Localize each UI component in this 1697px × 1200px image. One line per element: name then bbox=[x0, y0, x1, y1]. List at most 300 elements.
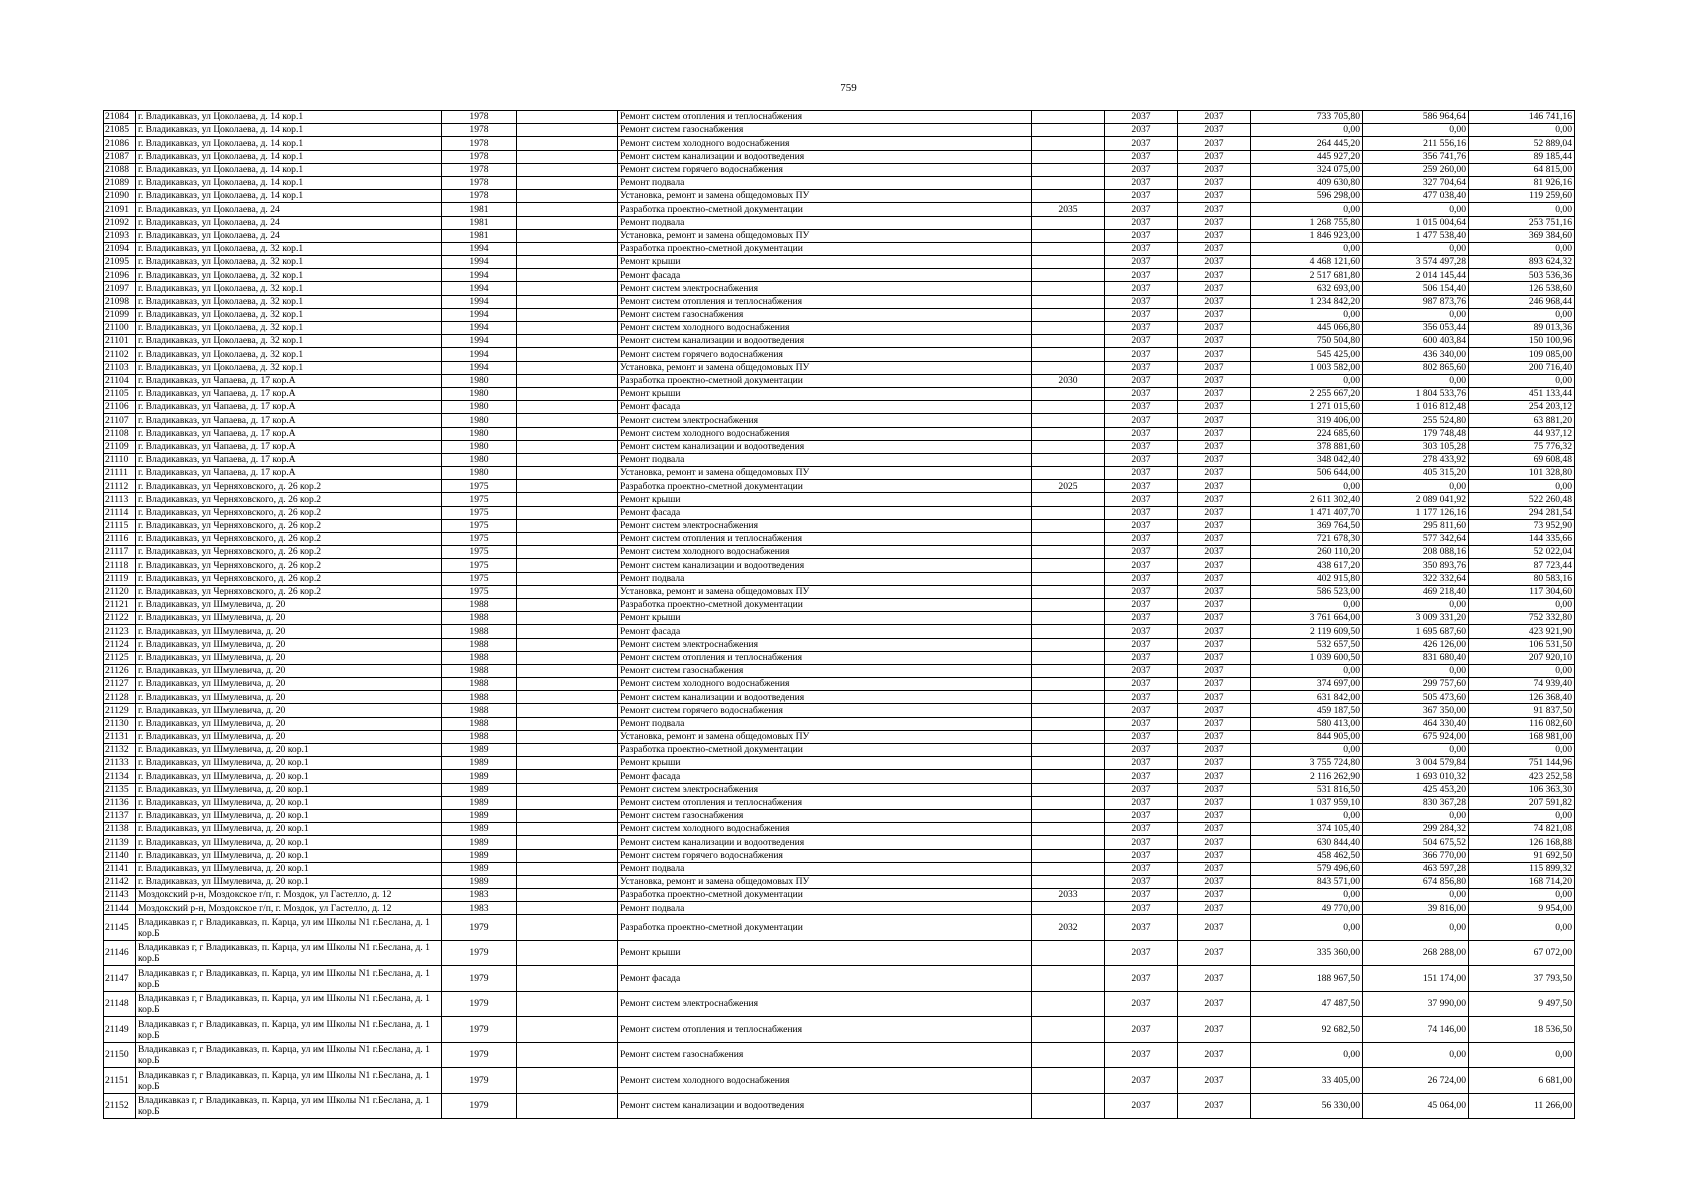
work-type-cell: Установка, ремонт и замена общедомовых ПУ bbox=[618, 190, 1032, 203]
design-year-cell bbox=[1032, 493, 1105, 506]
owners-cost-cell: 74 939,40 bbox=[1469, 678, 1575, 691]
table-row bbox=[104, 902, 1575, 915]
row-number: 21129 bbox=[104, 704, 136, 717]
table-row bbox=[104, 1068, 1575, 1094]
build-year-cell: 1980 bbox=[442, 453, 517, 466]
design-year-cell bbox=[1032, 506, 1105, 519]
design-year-cell bbox=[1032, 744, 1105, 757]
plan-year-start-cell: 2037 bbox=[1105, 533, 1178, 546]
design-year-cell bbox=[1032, 427, 1105, 440]
build-year-cell: 1989 bbox=[442, 862, 517, 875]
owners-cost-cell: 52 889,04 bbox=[1469, 137, 1575, 150]
address-cell: г. Владикавказ, ул Шмулевича, д. 20 кор.1 bbox=[136, 744, 442, 757]
build-year-cell: 1989 bbox=[442, 875, 517, 888]
build-year-cell: 1994 bbox=[442, 361, 517, 374]
design-year-cell bbox=[1032, 414, 1105, 427]
work-type-cell: Ремонт систем канализации и водоотведения bbox=[618, 836, 1032, 849]
row-number: 21094 bbox=[104, 242, 136, 255]
plan-year-start-cell: 2037 bbox=[1105, 546, 1178, 559]
address-cell: г. Владикавказ, ул Чапаева, д. 17 кор.А bbox=[136, 387, 442, 400]
address-cell: г. Владикавказ, ул Шмулевича, д. 20 bbox=[136, 664, 442, 677]
row-number: 21118 bbox=[104, 559, 136, 572]
row-number: 21126 bbox=[104, 664, 136, 677]
work-type-cell: Разработка проектно-сметной документации bbox=[618, 889, 1032, 902]
build-year-cell: 1989 bbox=[442, 836, 517, 849]
work-type-cell: Ремонт систем электроснабжения bbox=[618, 282, 1032, 295]
plan-year-start-cell: 2037 bbox=[1105, 401, 1178, 414]
owners-cost-cell: 0,00 bbox=[1469, 915, 1575, 941]
table-row bbox=[104, 163, 1575, 176]
address-cell: г. Владикавказ, ул Шмулевича, д. 20 bbox=[136, 638, 442, 651]
build-year-cell: 1989 bbox=[442, 783, 517, 796]
build-year-cell: 1989 bbox=[442, 823, 517, 836]
table-row bbox=[104, 295, 1575, 308]
design-year-cell bbox=[1032, 111, 1105, 124]
address-cell: г. Владикавказ, ул Черняховского, д. 26 кор.2 bbox=[136, 533, 442, 546]
empty-cell bbox=[517, 598, 618, 611]
plan-year-end-cell: 2037 bbox=[1178, 335, 1251, 348]
table-row bbox=[104, 176, 1575, 189]
work-type-cell: Разработка проектно-сметной документации bbox=[618, 242, 1032, 255]
design-year-cell bbox=[1032, 282, 1105, 295]
plan-year-end-cell: 2037 bbox=[1178, 875, 1251, 888]
table-row bbox=[104, 691, 1575, 704]
address-cell: г. Владикавказ, ул Шмулевича, д. 20 кор.1 bbox=[136, 823, 442, 836]
work-type-cell: Ремонт систем горячего водоснабжения bbox=[618, 348, 1032, 361]
plan-year-end-cell: 2037 bbox=[1178, 704, 1251, 717]
address-cell: г. Владикавказ, ул Шмулевича, д. 20 кор.1 bbox=[136, 875, 442, 888]
table-row bbox=[104, 480, 1575, 493]
fund-cost-cell: 0,00 bbox=[1363, 889, 1469, 902]
table-row bbox=[104, 559, 1575, 572]
owners-cost-cell: 0,00 bbox=[1469, 480, 1575, 493]
empty-cell bbox=[517, 966, 618, 992]
address-cell: г. Владикавказ, ул Шмулевича, д. 20 bbox=[136, 730, 442, 743]
total-cost-cell: 2 611 302,40 bbox=[1251, 493, 1363, 506]
owners-cost-cell: 0,00 bbox=[1469, 308, 1575, 321]
owners-cost-cell: 423 252,58 bbox=[1469, 770, 1575, 783]
address-cell: г. Владикавказ, ул Чапаева, д. 17 кор.А bbox=[136, 467, 442, 480]
empty-cell bbox=[517, 744, 618, 757]
fund-cost-cell: 255 524,80 bbox=[1363, 414, 1469, 427]
plan-year-start-cell: 2037 bbox=[1105, 414, 1178, 427]
design-year-cell bbox=[1032, 823, 1105, 836]
fund-cost-cell: 37 990,00 bbox=[1363, 991, 1469, 1017]
build-year-cell: 1978 bbox=[442, 163, 517, 176]
row-number: 21097 bbox=[104, 282, 136, 295]
empty-cell bbox=[517, 638, 618, 651]
table-row bbox=[104, 940, 1575, 966]
total-cost-cell: 324 075,00 bbox=[1251, 163, 1363, 176]
plan-year-start-cell: 2037 bbox=[1105, 519, 1178, 532]
total-cost-cell: 47 487,50 bbox=[1251, 991, 1363, 1017]
empty-cell bbox=[517, 374, 618, 387]
owners-cost-cell: 144 335,66 bbox=[1469, 533, 1575, 546]
total-cost-cell: 531 816,50 bbox=[1251, 783, 1363, 796]
empty-cell bbox=[517, 889, 618, 902]
address-cell: г. Владикавказ, ул Шмулевича, д. 20 кор.1 bbox=[136, 770, 442, 783]
owners-cost-cell: 126 168,88 bbox=[1469, 836, 1575, 849]
table-row bbox=[104, 796, 1575, 809]
empty-cell bbox=[517, 559, 618, 572]
fund-cost-cell: 0,00 bbox=[1363, 480, 1469, 493]
plan-year-end-cell: 2037 bbox=[1178, 823, 1251, 836]
table-row bbox=[104, 203, 1575, 216]
empty-cell bbox=[517, 902, 618, 915]
empty-cell bbox=[517, 691, 618, 704]
empty-cell bbox=[517, 111, 618, 124]
total-cost-cell: 92 682,50 bbox=[1251, 1017, 1363, 1043]
row-number: 21085 bbox=[104, 124, 136, 137]
address-cell: г. Владикавказ, ул Цоколаева, д. 32 кор.1 bbox=[136, 308, 442, 321]
fund-cost-cell: 802 865,60 bbox=[1363, 361, 1469, 374]
build-year-cell: 1988 bbox=[442, 691, 517, 704]
design-year-cell bbox=[1032, 875, 1105, 888]
owners-cost-cell: 64 815,00 bbox=[1469, 163, 1575, 176]
design-year-cell bbox=[1032, 348, 1105, 361]
total-cost-cell: 56 330,00 bbox=[1251, 1093, 1363, 1119]
empty-cell bbox=[517, 796, 618, 809]
fund-cost-cell: 0,00 bbox=[1363, 242, 1469, 255]
empty-cell bbox=[517, 546, 618, 559]
table-row bbox=[104, 770, 1575, 783]
owners-cost-cell: 69 608,48 bbox=[1469, 453, 1575, 466]
build-year-cell: 1979 bbox=[442, 966, 517, 992]
build-year-cell: 1994 bbox=[442, 269, 517, 282]
plan-year-end-cell: 2037 bbox=[1178, 757, 1251, 770]
build-year-cell: 1994 bbox=[442, 335, 517, 348]
design-year-cell bbox=[1032, 598, 1105, 611]
owners-cost-cell: 106 363,30 bbox=[1469, 783, 1575, 796]
fund-cost-cell: 0,00 bbox=[1363, 744, 1469, 757]
table-row bbox=[104, 361, 1575, 374]
design-year-cell bbox=[1032, 150, 1105, 163]
table-row bbox=[104, 150, 1575, 163]
total-cost-cell: 843 571,00 bbox=[1251, 875, 1363, 888]
plan-year-start-cell: 2037 bbox=[1105, 467, 1178, 480]
total-cost-cell: 2 116 262,90 bbox=[1251, 770, 1363, 783]
address-cell: г. Владикавказ, ул Шмулевича, д. 20 кор.1 bbox=[136, 836, 442, 849]
table-row bbox=[104, 137, 1575, 150]
design-year-cell bbox=[1032, 991, 1105, 1017]
plan-year-end-cell: 2037 bbox=[1178, 744, 1251, 757]
row-number: 21109 bbox=[104, 440, 136, 453]
row-number: 21146 bbox=[104, 940, 136, 966]
total-cost-cell: 445 066,80 bbox=[1251, 322, 1363, 335]
plan-year-end-cell: 2037 bbox=[1178, 533, 1251, 546]
total-cost-cell: 631 842,00 bbox=[1251, 691, 1363, 704]
work-type-cell: Ремонт подвала bbox=[618, 862, 1032, 875]
fund-cost-cell: 586 964,64 bbox=[1363, 111, 1469, 124]
fund-cost-cell: 577 342,64 bbox=[1363, 533, 1469, 546]
plan-year-start-cell: 2037 bbox=[1105, 295, 1178, 308]
work-type-cell: Ремонт крыши bbox=[618, 493, 1032, 506]
table-row bbox=[104, 638, 1575, 651]
address-cell: г. Владикавказ, ул Черняховского, д. 26 кор.2 bbox=[136, 572, 442, 585]
table-row bbox=[104, 440, 1575, 453]
design-year-cell bbox=[1032, 229, 1105, 242]
plan-year-start-cell: 2037 bbox=[1105, 137, 1178, 150]
table-row bbox=[104, 506, 1575, 519]
owners-cost-cell: 254 203,12 bbox=[1469, 401, 1575, 414]
plan-year-end-cell: 2037 bbox=[1178, 638, 1251, 651]
plan-year-start-cell: 2037 bbox=[1105, 730, 1178, 743]
empty-cell bbox=[517, 717, 618, 730]
address-cell: г. Владикавказ, ул Чапаева, д. 17 кор.А bbox=[136, 427, 442, 440]
build-year-cell: 1988 bbox=[442, 704, 517, 717]
total-cost-cell: 438 617,20 bbox=[1251, 559, 1363, 572]
total-cost-cell: 319 406,00 bbox=[1251, 414, 1363, 427]
total-cost-cell: 0,00 bbox=[1251, 374, 1363, 387]
design-year-cell bbox=[1032, 176, 1105, 189]
plan-year-start-cell: 2037 bbox=[1105, 493, 1178, 506]
empty-cell bbox=[517, 216, 618, 229]
address-cell: Владикавказ г, г Владикавказ, п. Карца, ул им Школы N1 г.Беслана, д. 1 кор.Б bbox=[136, 966, 442, 992]
work-type-cell: Разработка проектно-сметной документации bbox=[618, 915, 1032, 941]
address-cell: г. Владикавказ, ул Цоколаева, д. 14 кор.1 bbox=[136, 124, 442, 137]
row-number: 21115 bbox=[104, 519, 136, 532]
fund-cost-cell: 477 038,40 bbox=[1363, 190, 1469, 203]
total-cost-cell: 33 405,00 bbox=[1251, 1068, 1363, 1094]
design-year-cell bbox=[1032, 770, 1105, 783]
fund-cost-cell: 0,00 bbox=[1363, 203, 1469, 216]
plan-year-start-cell: 2037 bbox=[1105, 111, 1178, 124]
work-type-cell: Ремонт систем канализации и водоотведения bbox=[618, 335, 1032, 348]
empty-cell bbox=[517, 137, 618, 150]
plan-year-end-cell: 2037 bbox=[1178, 730, 1251, 743]
work-type-cell: Ремонт систем электроснабжения bbox=[618, 638, 1032, 651]
plan-year-end-cell: 2037 bbox=[1178, 506, 1251, 519]
row-number: 21120 bbox=[104, 585, 136, 598]
row-number: 21087 bbox=[104, 150, 136, 163]
owners-cost-cell: 168 981,00 bbox=[1469, 730, 1575, 743]
work-type-cell: Ремонт систем электроснабжения bbox=[618, 783, 1032, 796]
fund-cost-cell: 366 770,00 bbox=[1363, 849, 1469, 862]
owners-cost-cell: 0,00 bbox=[1469, 374, 1575, 387]
build-year-cell: 1979 bbox=[442, 1017, 517, 1043]
work-type-cell: Установка, ремонт и замена общедомовых ПУ bbox=[618, 875, 1032, 888]
table-row bbox=[104, 519, 1575, 532]
empty-cell bbox=[517, 335, 618, 348]
table-row bbox=[104, 414, 1575, 427]
address-cell: г. Владикавказ, ул Чапаева, д. 17 кор.А bbox=[136, 453, 442, 466]
plan-year-start-cell: 2037 bbox=[1105, 427, 1178, 440]
plan-year-start-cell: 2037 bbox=[1105, 229, 1178, 242]
plan-year-start-cell: 2037 bbox=[1105, 836, 1178, 849]
plan-year-end-cell: 2037 bbox=[1178, 163, 1251, 176]
empty-cell bbox=[517, 836, 618, 849]
row-number: 21136 bbox=[104, 796, 136, 809]
total-cost-cell: 580 413,00 bbox=[1251, 717, 1363, 730]
row-number: 21100 bbox=[104, 322, 136, 335]
address-cell: г. Владикавказ, ул Шмулевича, д. 20 bbox=[136, 612, 442, 625]
build-year-cell: 1989 bbox=[442, 849, 517, 862]
table-row bbox=[104, 190, 1575, 203]
row-number: 21112 bbox=[104, 480, 136, 493]
empty-cell bbox=[517, 849, 618, 862]
plan-year-end-cell: 2037 bbox=[1178, 1068, 1251, 1094]
address-cell: г. Владикавказ, ул Шмулевича, д. 20 bbox=[136, 717, 442, 730]
build-year-cell: 1975 bbox=[442, 546, 517, 559]
empty-cell bbox=[517, 176, 618, 189]
plan-year-end-cell: 2037 bbox=[1178, 862, 1251, 875]
build-year-cell: 1988 bbox=[442, 678, 517, 691]
empty-cell bbox=[517, 242, 618, 255]
plan-year-end-cell: 2037 bbox=[1178, 940, 1251, 966]
table-row bbox=[104, 124, 1575, 137]
empty-cell bbox=[517, 506, 618, 519]
build-year-cell: 1988 bbox=[442, 598, 517, 611]
plan-year-end-cell: 2037 bbox=[1178, 598, 1251, 611]
work-type-cell: Ремонт фасада bbox=[618, 770, 1032, 783]
empty-cell bbox=[517, 427, 618, 440]
design-year-cell bbox=[1032, 440, 1105, 453]
empty-cell bbox=[517, 493, 618, 506]
owners-cost-cell: 109 085,00 bbox=[1469, 348, 1575, 361]
plan-year-end-cell: 2037 bbox=[1178, 216, 1251, 229]
owners-cost-cell: 522 260,48 bbox=[1469, 493, 1575, 506]
plan-year-start-cell: 2037 bbox=[1105, 282, 1178, 295]
table-row bbox=[104, 862, 1575, 875]
owners-cost-cell: 18 536,50 bbox=[1469, 1017, 1575, 1043]
fund-cost-cell: 0,00 bbox=[1363, 664, 1469, 677]
row-number: 21144 bbox=[104, 902, 136, 915]
total-cost-cell: 0,00 bbox=[1251, 598, 1363, 611]
plan-year-start-cell: 2037 bbox=[1105, 704, 1178, 717]
design-year-cell bbox=[1032, 295, 1105, 308]
row-number: 21089 bbox=[104, 176, 136, 189]
empty-cell bbox=[517, 1068, 618, 1094]
table-row bbox=[104, 269, 1575, 282]
owners-cost-cell: 503 536,36 bbox=[1469, 269, 1575, 282]
build-year-cell: 1980 bbox=[442, 414, 517, 427]
owners-cost-cell: 0,00 bbox=[1469, 124, 1575, 137]
build-year-cell: 1978 bbox=[442, 190, 517, 203]
design-year-cell bbox=[1032, 322, 1105, 335]
fund-cost-cell: 3 004 579,84 bbox=[1363, 757, 1469, 770]
owners-cost-cell: 44 937,12 bbox=[1469, 427, 1575, 440]
address-cell: Владикавказ г, г Владикавказ, п. Карца, ул им Школы N1 г.Беслана, д. 1 кор.Б bbox=[136, 1093, 442, 1119]
address-cell: г. Владикавказ, ул Цоколаева, д. 14 кор.1 bbox=[136, 137, 442, 150]
total-cost-cell: 506 644,00 bbox=[1251, 467, 1363, 480]
work-type-cell: Разработка проектно-сметной документации bbox=[618, 374, 1032, 387]
total-cost-cell: 844 905,00 bbox=[1251, 730, 1363, 743]
build-year-cell: 1994 bbox=[442, 282, 517, 295]
build-year-cell: 1988 bbox=[442, 730, 517, 743]
table-row bbox=[104, 282, 1575, 295]
total-cost-cell: 630 844,40 bbox=[1251, 836, 1363, 849]
plan-year-end-cell: 2037 bbox=[1178, 322, 1251, 335]
address-cell: г. Владикавказ, ул Цоколаева, д. 32 кор.1 bbox=[136, 348, 442, 361]
total-cost-cell: 459 187,50 bbox=[1251, 704, 1363, 717]
plan-year-start-cell: 2037 bbox=[1105, 440, 1178, 453]
plan-year-start-cell: 2037 bbox=[1105, 691, 1178, 704]
address-cell: г. Владикавказ, ул Цоколаева, д. 24 bbox=[136, 229, 442, 242]
design-year-cell: 2030 bbox=[1032, 374, 1105, 387]
address-cell: г. Владикавказ, ул Цоколаева, д. 14 кор.1 bbox=[136, 190, 442, 203]
plan-year-end-cell: 2037 bbox=[1178, 809, 1251, 822]
fund-cost-cell: 2 089 041,92 bbox=[1363, 493, 1469, 506]
table-row bbox=[104, 546, 1575, 559]
build-year-cell: 1994 bbox=[442, 308, 517, 321]
owners-cost-cell: 87 723,44 bbox=[1469, 559, 1575, 572]
plan-year-start-cell: 2037 bbox=[1105, 190, 1178, 203]
row-number: 21152 bbox=[104, 1093, 136, 1119]
fund-cost-cell: 356 741,76 bbox=[1363, 150, 1469, 163]
work-type-cell: Ремонт подвала bbox=[618, 453, 1032, 466]
owners-cost-cell: 126 538,60 bbox=[1469, 282, 1575, 295]
row-number: 21145 bbox=[104, 915, 136, 941]
design-year-cell bbox=[1032, 467, 1105, 480]
work-type-cell: Ремонт систем холодного водоснабжения bbox=[618, 546, 1032, 559]
empty-cell bbox=[517, 387, 618, 400]
work-type-cell: Ремонт подвала bbox=[618, 572, 1032, 585]
table-row bbox=[104, 717, 1575, 730]
fund-cost-cell: 464 330,40 bbox=[1363, 717, 1469, 730]
total-cost-cell: 378 881,60 bbox=[1251, 440, 1363, 453]
work-type-cell: Ремонт систем холодного водоснабжения bbox=[618, 322, 1032, 335]
plan-year-start-cell: 2037 bbox=[1105, 374, 1178, 387]
fund-cost-cell: 74 146,00 bbox=[1363, 1017, 1469, 1043]
design-year-cell bbox=[1032, 519, 1105, 532]
plan-year-start-cell: 2037 bbox=[1105, 744, 1178, 757]
owners-cost-cell: 91 692,50 bbox=[1469, 849, 1575, 862]
total-cost-cell: 0,00 bbox=[1251, 744, 1363, 757]
total-cost-cell: 1 037 959,10 bbox=[1251, 796, 1363, 809]
fund-cost-cell: 2 014 145,44 bbox=[1363, 269, 1469, 282]
plan-year-end-cell: 2037 bbox=[1178, 849, 1251, 862]
plan-year-end-cell: 2037 bbox=[1178, 282, 1251, 295]
row-number: 21091 bbox=[104, 203, 136, 216]
plan-year-end-cell: 2037 bbox=[1178, 387, 1251, 400]
plan-year-start-cell: 2037 bbox=[1105, 203, 1178, 216]
design-year-cell bbox=[1032, 137, 1105, 150]
table-row bbox=[104, 664, 1575, 677]
work-type-cell: Установка, ремонт и замена общедомовых ПУ bbox=[618, 361, 1032, 374]
empty-cell bbox=[517, 190, 618, 203]
capital-repair-table bbox=[103, 110, 1575, 1119]
empty-cell bbox=[517, 612, 618, 625]
owners-cost-cell: 73 952,90 bbox=[1469, 519, 1575, 532]
address-cell: Моздокский р-н, Моздокское г/п, г. Моздок, ул Гастелло, д. 12 bbox=[136, 902, 442, 915]
fund-cost-cell: 504 675,52 bbox=[1363, 836, 1469, 849]
design-year-cell bbox=[1032, 678, 1105, 691]
total-cost-cell: 632 693,00 bbox=[1251, 282, 1363, 295]
empty-cell bbox=[517, 730, 618, 743]
table-row bbox=[104, 1042, 1575, 1068]
work-type-cell: Ремонт систем горячего водоснабжения bbox=[618, 163, 1032, 176]
table-row bbox=[104, 823, 1575, 836]
design-year-cell bbox=[1032, 572, 1105, 585]
total-cost-cell: 348 042,40 bbox=[1251, 453, 1363, 466]
owners-cost-cell: 168 714,20 bbox=[1469, 875, 1575, 888]
design-year-cell bbox=[1032, 638, 1105, 651]
fund-cost-cell: 0,00 bbox=[1363, 809, 1469, 822]
address-cell: г. Владикавказ, ул Шмулевича, д. 20 кор.1 bbox=[136, 849, 442, 862]
plan-year-end-cell: 2037 bbox=[1178, 493, 1251, 506]
fund-cost-cell: 367 350,00 bbox=[1363, 704, 1469, 717]
plan-year-start-cell: 2037 bbox=[1105, 651, 1178, 664]
row-number: 21103 bbox=[104, 361, 136, 374]
fund-cost-cell: 259 260,00 bbox=[1363, 163, 1469, 176]
plan-year-start-cell: 2037 bbox=[1105, 783, 1178, 796]
design-year-cell bbox=[1032, 1042, 1105, 1068]
owners-cost-cell: 423 921,90 bbox=[1469, 625, 1575, 638]
fund-cost-cell: 39 816,00 bbox=[1363, 902, 1469, 915]
work-type-cell: Ремонт систем канализации и водоотведения bbox=[618, 1093, 1032, 1119]
design-year-cell bbox=[1032, 651, 1105, 664]
design-year-cell bbox=[1032, 940, 1105, 966]
